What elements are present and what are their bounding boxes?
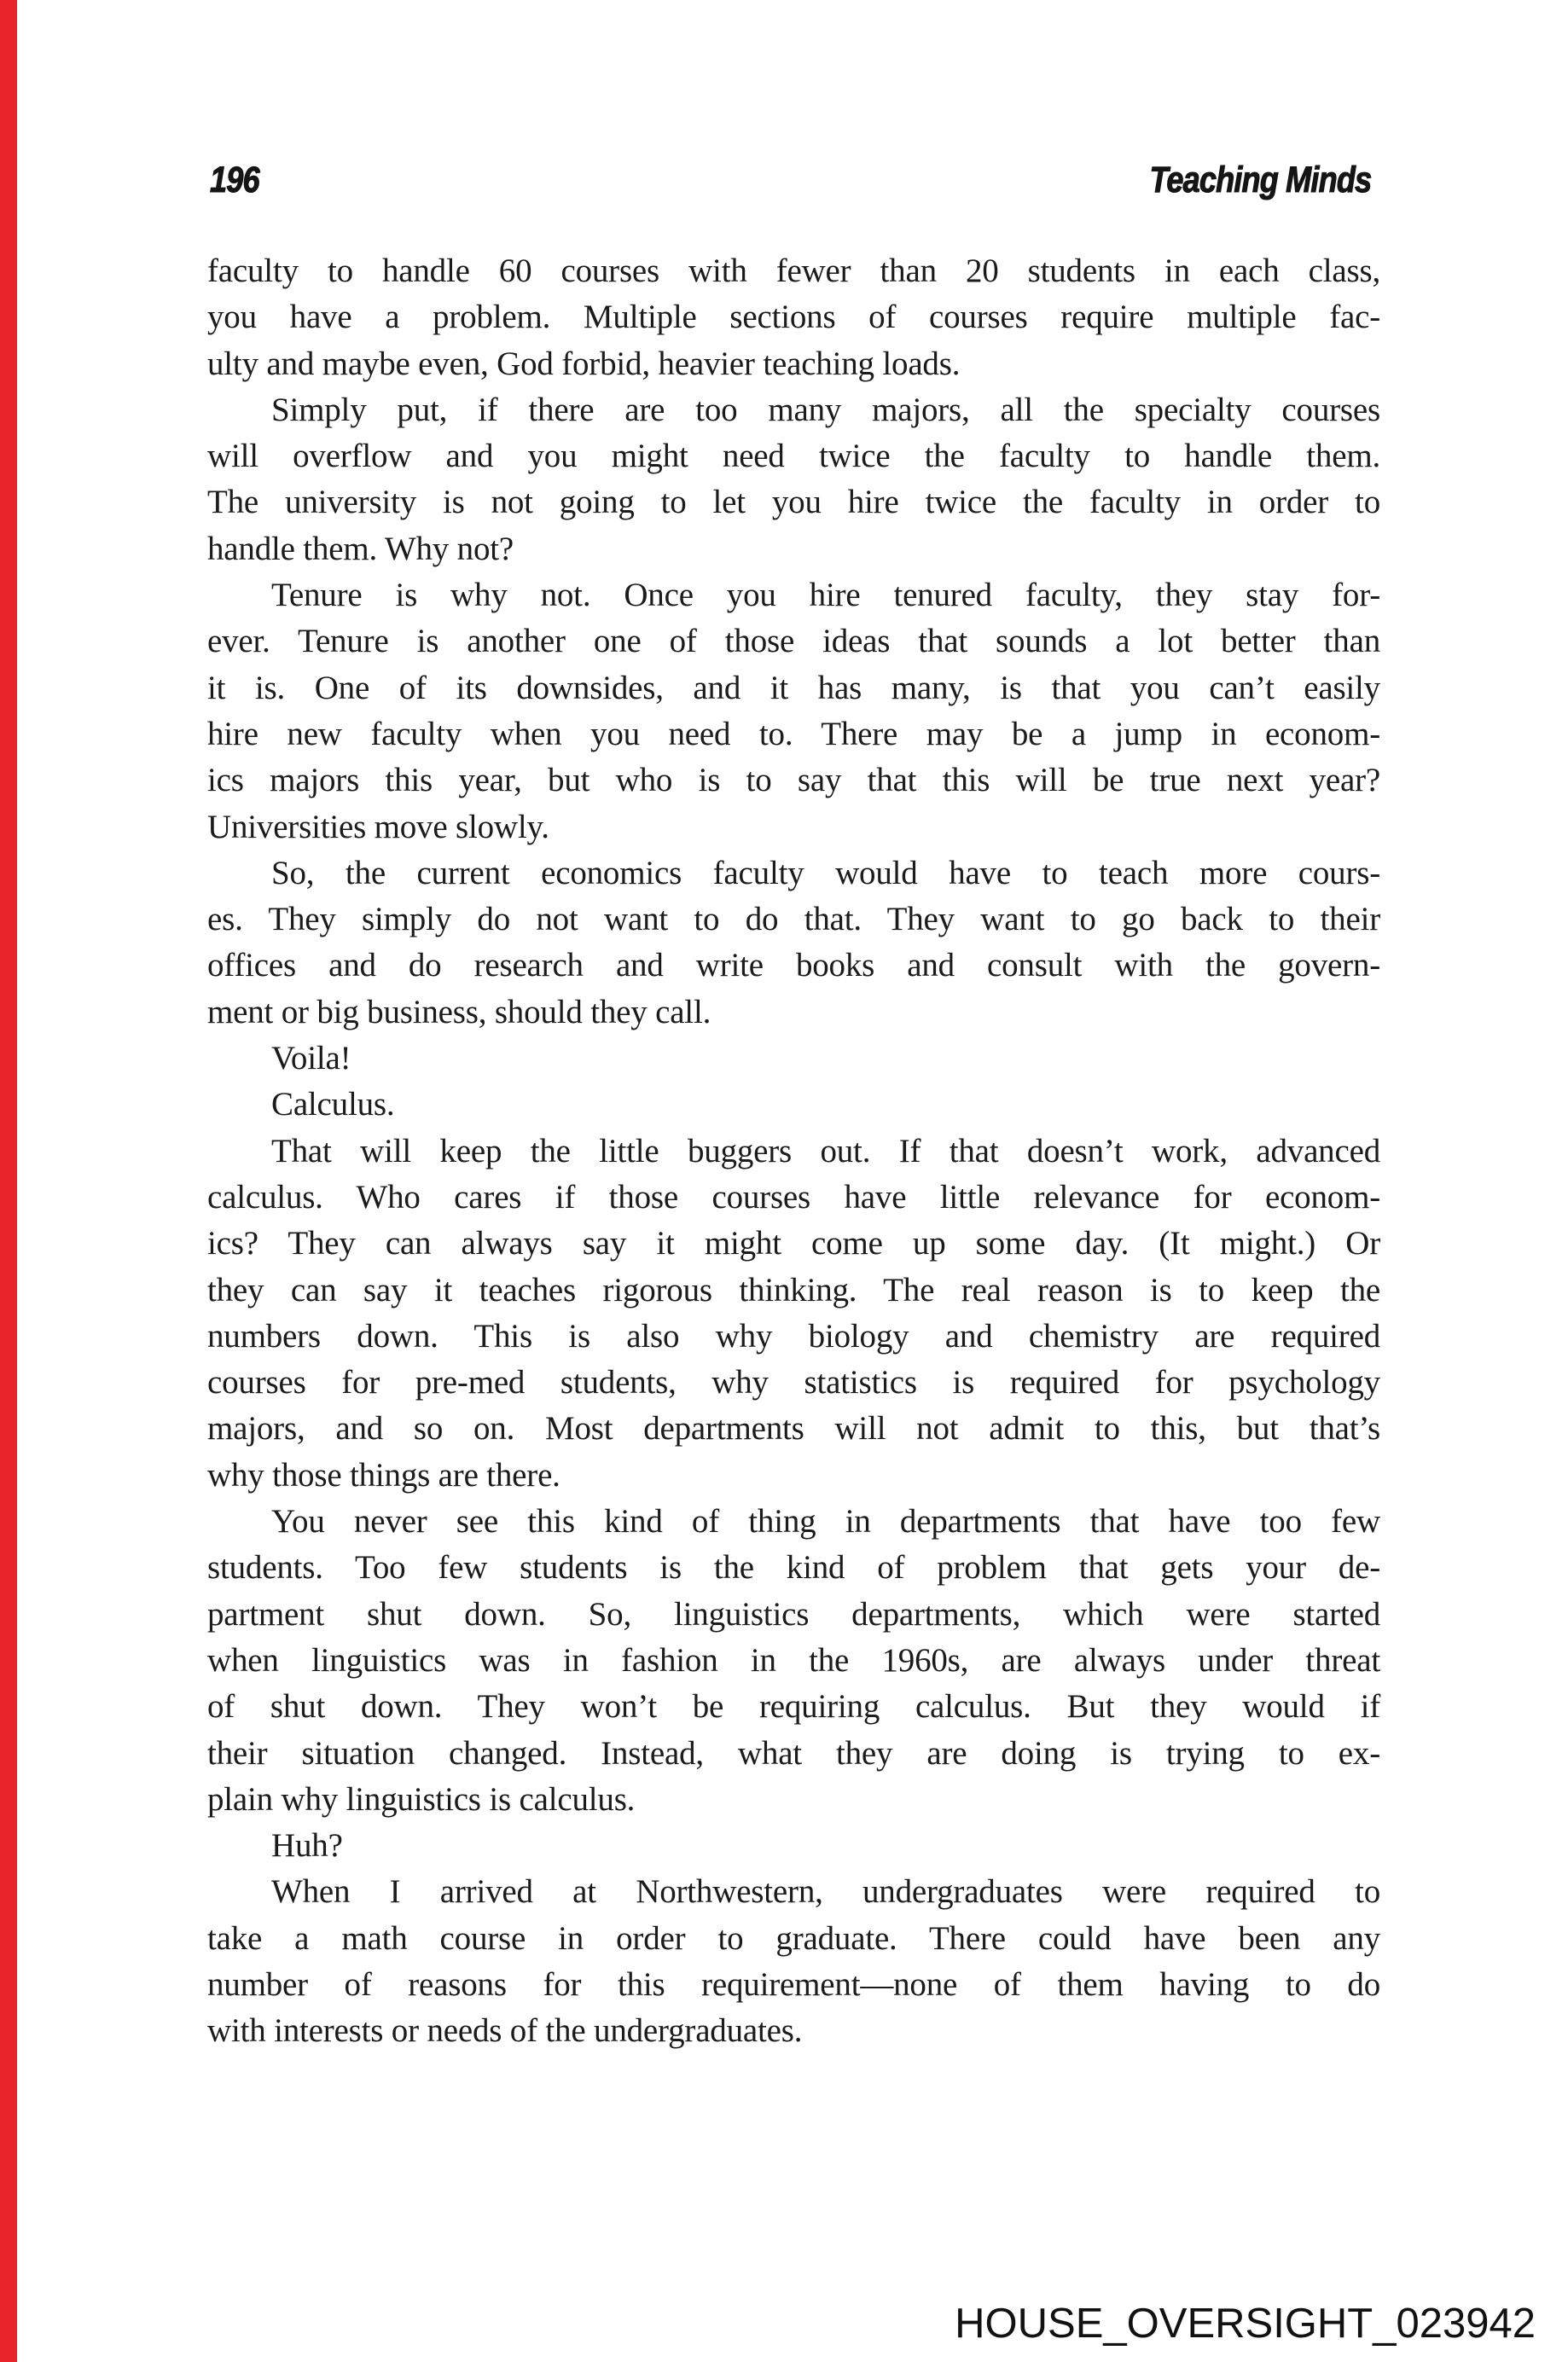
text-line: Huh? bbox=[271, 1827, 343, 1865]
text-line: number of reasons for this requirement—none of them having to do bbox=[207, 1965, 1380, 2003]
text-line: You never see this kind of thing in departments that have too few bbox=[271, 1503, 1380, 1541]
text-line: when linguistics was in fashion in the 1960s, are always under threat bbox=[207, 1641, 1380, 1679]
text-line: So, the current economics faculty would have to teach more cours- bbox=[271, 854, 1380, 891]
text-line: es. They simply do not want to do that. They want to go back to their bbox=[207, 901, 1380, 938]
body-text bbox=[207, 248, 1380, 2055]
text-line: That will keep the little buggers out. If that doesn’t work, advanced bbox=[271, 1132, 1380, 1169]
text-line: offices and do research and write books and consult with the govern- bbox=[207, 947, 1380, 984]
text-line: When I arrived at Northwestern, undergraduates were required to bbox=[271, 1873, 1380, 1911]
text-line: numbers down. This is also why biology and chemistry are required bbox=[207, 1317, 1380, 1355]
text-line: you have a problem. Multiple sections of courses require multiple fac- bbox=[207, 299, 1380, 336]
text-line: Universities move slowly. bbox=[207, 808, 549, 845]
text-line: Simply put, if there are too many majors, all the specialty courses bbox=[271, 391, 1380, 428]
scan-edge-strip bbox=[0, 0, 17, 2362]
text-line: take a math course in order to graduate. There could have been any bbox=[207, 1919, 1380, 1957]
text-line: handle them. Why not? bbox=[207, 530, 514, 567]
running-head bbox=[210, 162, 1371, 199]
running-head-title: Teaching Minds bbox=[1149, 160, 1371, 200]
text-line: ics? They can always say it might come up some day. (It might.) Or bbox=[207, 1225, 1380, 1262]
text-line: it is. One of its downsides, and it has many, is that you can’t easily bbox=[207, 669, 1380, 706]
text-line: Tenure is why not. Once you hire tenured faculty, they stay for- bbox=[271, 577, 1380, 614]
text-line: Voila! bbox=[271, 1040, 351, 1077]
text-line: why those things are there. bbox=[207, 1456, 560, 1494]
text-line: faculty to handle 60 courses with fewer than 20 students in each class, bbox=[207, 252, 1380, 289]
text-line: majors, and so on. Most departments will not admit to this, but that’s bbox=[207, 1410, 1380, 1448]
text-line: courses for pre-med students, why statistics is required for psychology bbox=[207, 1364, 1380, 1402]
text-line: ever. Tenure is another one of those ideas that sounds a lot better than bbox=[207, 623, 1380, 660]
text-line: with interests or needs of the undergraduates. bbox=[207, 2012, 803, 2050]
text-line: will overflow and you might need twice the faculty to handle them. bbox=[207, 438, 1380, 475]
text-line: they can say it teaches rigorous thinking. The real reason is to keep the bbox=[207, 1271, 1380, 1309]
text-line: their situation changed. Instead, what they are doing is trying to ex- bbox=[207, 1734, 1380, 1772]
text-line: Calculus. bbox=[271, 1086, 395, 1123]
bates-stamp: HOUSE_OVERSIGHT_023942 bbox=[955, 2301, 1536, 2347]
text-line: of shut down. They won’t be requiring calculus. But they would if bbox=[207, 1688, 1380, 1726]
page-number: 196 bbox=[210, 160, 259, 200]
text-line: ment or big business, should they call. bbox=[207, 993, 711, 1030]
text-line: hire new faculty when you need to. There may be a jump in econom- bbox=[207, 715, 1380, 752]
text-line: students. Too few students is the kind of problem that gets your de- bbox=[207, 1549, 1380, 1587]
text-line: The university is not going to let you hire twice the faculty in order to bbox=[207, 484, 1380, 521]
text-line: partment shut down. So, linguistics departments, which were started bbox=[207, 1595, 1380, 1633]
text-line: ics majors this year, but who is to say that this will be true next year? bbox=[207, 762, 1380, 799]
text-line: ulty and maybe even, God forbid, heavier teaching loads. bbox=[207, 345, 961, 382]
text-line: plain why linguistics is calculus. bbox=[207, 1780, 636, 1818]
text-line: calculus. Who cares if those courses have little relevance for econom- bbox=[207, 1178, 1380, 1216]
